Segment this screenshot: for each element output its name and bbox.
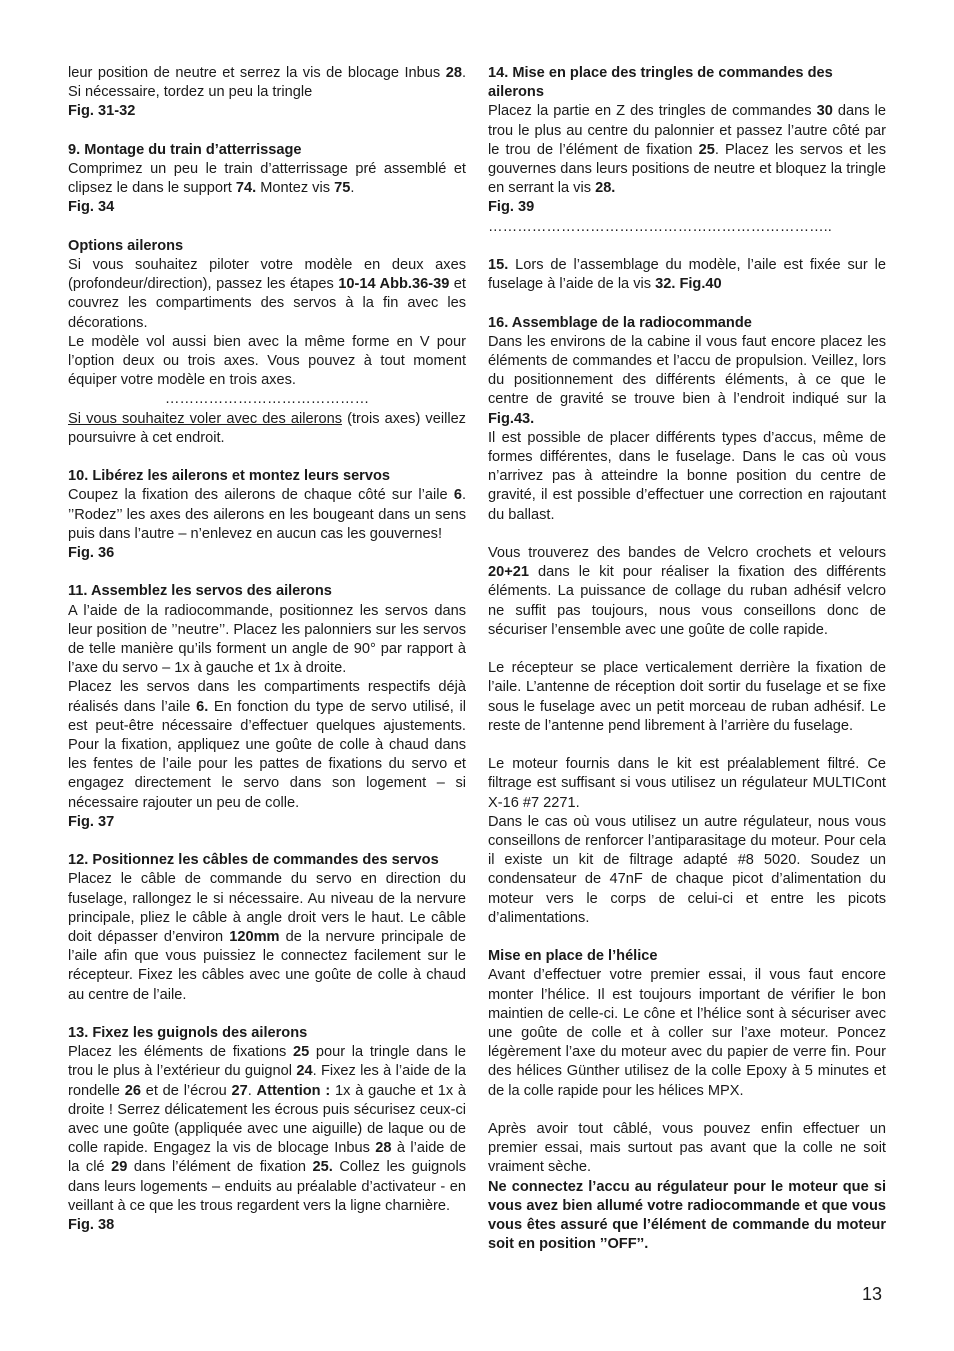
paragraph-motor-filter: Le moteur fournis dans le kit est préalablement filtré. Ce filtrage est suffisant si vous utilisez un régulateur MULTICont X-16 #7 2271. — [488, 756, 886, 811]
heading-aileron-options: Options ailerons — [68, 237, 184, 254]
paragraph-step-16a: Dans les environs de la cabine il vous faut encore placez les éléments de commandes et l’accu de propulsion. Veillez, lors du positionnement des différents éléments, à ce que le centre de gravité se trouve bien à l’endroit indiqué sur la Fig.43. — [488, 333, 886, 427]
paragraph-aileron-options-1: Si vous souhaitez piloter votre modèle en deux axes (profondeur/direction), passez les étapes 10-14 Abb.36-39 et couvrez les compartiments des servos à la fin avec les décorations. — [68, 257, 466, 331]
paragraph-warning: Ne connectez l’accu au régulateur pour le moteur que si vous avez bien allumé votre radiocommande et que vous vous êtes assuré que l’élément de commande du moteur soit en position ’’OFF’’. — [488, 1178, 886, 1253]
figure-ref-37: Fig. 37 — [68, 813, 115, 830]
paragraph-neutral-position: leur position de neutre et serrez la vis de blocage Inbus 28. Si nécessaire, tordez un peu la tringle — [68, 65, 466, 101]
paragraph-aileron-options-3: Si vous souhaitez voler avec des ailerons (trois axes) veillez poursuivre à cet endroit. — [68, 410, 466, 446]
paragraph-step-11a: A l’aide de la radiocommande, positionnez les servos dans leur position de ’’neutre’’. Placez les palonniers sur les servos de telle manière qu’ils forment un angle de 90° par rapport à l’axe du servo – 1x à gauche et 1x à droite. — [68, 602, 466, 677]
paragraph-aileron-options-2: Le modèle vol aussi bien avec la même forme en V pour l’option deux ou trois axes. Vous pouvez à tout moment équiper votre modèle en trois axes. — [68, 333, 466, 389]
heading-step-12: 12. Positionnez les câbles de commandes des servos — [68, 852, 439, 869]
heading-step-10: 10. Libérez les ailerons et montez leurs servos — [68, 468, 391, 485]
paragraph-step-16b: Il est possible de placer différents types d’accus, même de formes différentes, dans le fuselage. Dans le cas où vous n’arrivez pas à atteindre la bonne position du centre de gravité, il est possible d’effectuer une correction en rajoutant du ballast. — [488, 429, 886, 523]
dotted-separator-left: …………………………………… — [164, 391, 370, 408]
heading-step-14: 14. Mise en place des tringles de commandes des ailerons — [488, 65, 833, 101]
heading-step-9: 9. Montage du train d’atterrissage — [68, 141, 302, 158]
paragraph-step-12: Placez le câble de commande du servo en direction du fuselage, rallongez le si nécessaire. Au niveau de la nervure principale, pliez le câble à angle droit vers le haut. Le câble doit dépasser d’environ 120mm de la nervure principale de l’aile afin que vous puissiez le connectez facilement sur le récepteur. Fixez les câbles avec une goûte de colle à chaud au centre de l’aile. — [68, 871, 467, 1003]
paragraph-propeller: Avant d’effectuer votre premier essai, il vous faut encore monter l’hélice. Il est toujours important de vérifier le bon maintien de celle-ci. Le cône et l’hélice sont à sécuriser avec une goûte de colle et à coller sur l’axe moteur. Poncez légèrement l’axe du moteur avec du papier de verre fin. Pour des hélices Günther utilisez de la colle Epoxy à 5 minutes et de la colle rapide pour les hélices MPX. — [488, 967, 886, 1099]
figure-ref-36: Fig. 36 — [68, 545, 115, 562]
page-number: 13 — [862, 1284, 883, 1304]
paragraph-step-14: Placez la partie en Z des tringles de commandes 30 dans le trou le plus au centre du palonnier et passez l’autre côté par le trou de l’élément de fixation 25. Placez les servos et les gouvernes dans leurs positions de neutre et bloquez la tringle en serrant la vis 28. — [488, 103, 886, 197]
figure-ref-39: Fig. 39 — [488, 199, 535, 216]
paragraph-step-15: 15. Lors de l’assemblage du modèle, l’aile est fixée sur le fuselage à l’aide de la vis 32. Fig.40 — [488, 257, 886, 293]
dotted-separator-right: …………………………………………………………….. — [488, 218, 832, 235]
figure-ref-34: Fig. 34 — [68, 199, 115, 216]
heading-step-16: 16. Assemblage de la radiocommande — [488, 314, 752, 331]
right-column — [488, 64, 886, 1254]
heading-step-13: 13. Fixez les guignols des ailerons — [68, 1025, 308, 1042]
paragraph-step-13: Placez les éléments de fixations 25 pour la tringle dans le trou le plus à l’extérieur du guignol 24. Fixez les à l’aide de la rondelle 26 et de l’écrou 27. Attention : 1x à gauche et 1x à droite ! Serrez délicatement les écrous puis sécurisez ceux-ci avec une goûte (appliquée avec une aiguille) de laque ou de colle rapide. Engagez la vis de blocage Inbus 28 à l’aide de la clé 29 dans l’élément de fixation 25. Collez les guignols dans leurs logements – enduits au préalable d’activateur - en veillant à ce que les trous regardent vers la ligne charnière. — [68, 1044, 467, 1214]
heading-propeller: Mise en place de l’hélice — [488, 948, 658, 965]
left-column — [68, 64, 466, 1235]
paragraph-velcro: Vous trouverez des bandes de Velcro crochets et velours 20+21 dans le kit pour réaliser la fixation des différents éléments. La puissance de collage du ruban adhésif velcro ne suffit pas toujours, nous vous conseillons donc de sécuriser l’ensemble avec une goûte de colle rapide. — [488, 545, 886, 638]
paragraph-step-9: Comprimez un peu le train d’atterrissage pré assemblé et clipsez le dans le support 74. Montez vis 75. — [68, 161, 466, 197]
paragraph-first-test: Après avoir tout câblé, vous pouvez enfin effectuer un premier essai, mais surtout pas avant que la colle ne soit vraiment sèche. — [488, 1121, 886, 1176]
paragraph-step-10: Coupez la fixation des ailerons de chaque côté sur l’aile 6. ’’Rodez’’ les axes des ailerons en les bougeant dans un sens puis dans l’autre – n’enlevez en aucun cas les gouvernes! — [68, 487, 466, 542]
figure-ref-31-32: Fig. 31-32 — [68, 103, 136, 120]
figure-ref-38: Fig. 38 — [68, 1217, 115, 1234]
heading-step-11: 11. Assemblez les servos des ailerons — [68, 583, 332, 600]
paragraph-step-11b: Placez les servos dans les compartiments respectifs déjà réalisés dans l’aile 6. En fonction du type de servo utilisé, il est peut-être nécessaire d’effectuer quelques ajustements. Pour la fixation, appliquez une goûte de colle à chaud dans les fentes de l’aile pour les pattes de fixations du servo et engagez directement le servo dans son logement – si nécessaire rajouter un peu de colle. — [68, 679, 466, 811]
paragraph-motor-regulator: Dans le cas où vous utilisez un autre régulateur, nous vous conseillons de renforcer l’antiparasitage du moteur. Pour cela il existe un kit de filtrage adapté #8 5020. Soudez un condensateur de 47nF de chaque picot d’alimentation du moteur vers le corps de celui-ci et entre les picots d’alimentations. — [488, 813, 886, 926]
paragraph-receiver: Le récepteur se place verticalement derrière la fixation de l’aile. L’antenne de réception doit sortir du fuselage et se fixe sous le fuselage avec un petit morceau de ruban adhésif. Le reste de l’antenne pend librement à l’arrière du fuselage. — [488, 660, 886, 734]
